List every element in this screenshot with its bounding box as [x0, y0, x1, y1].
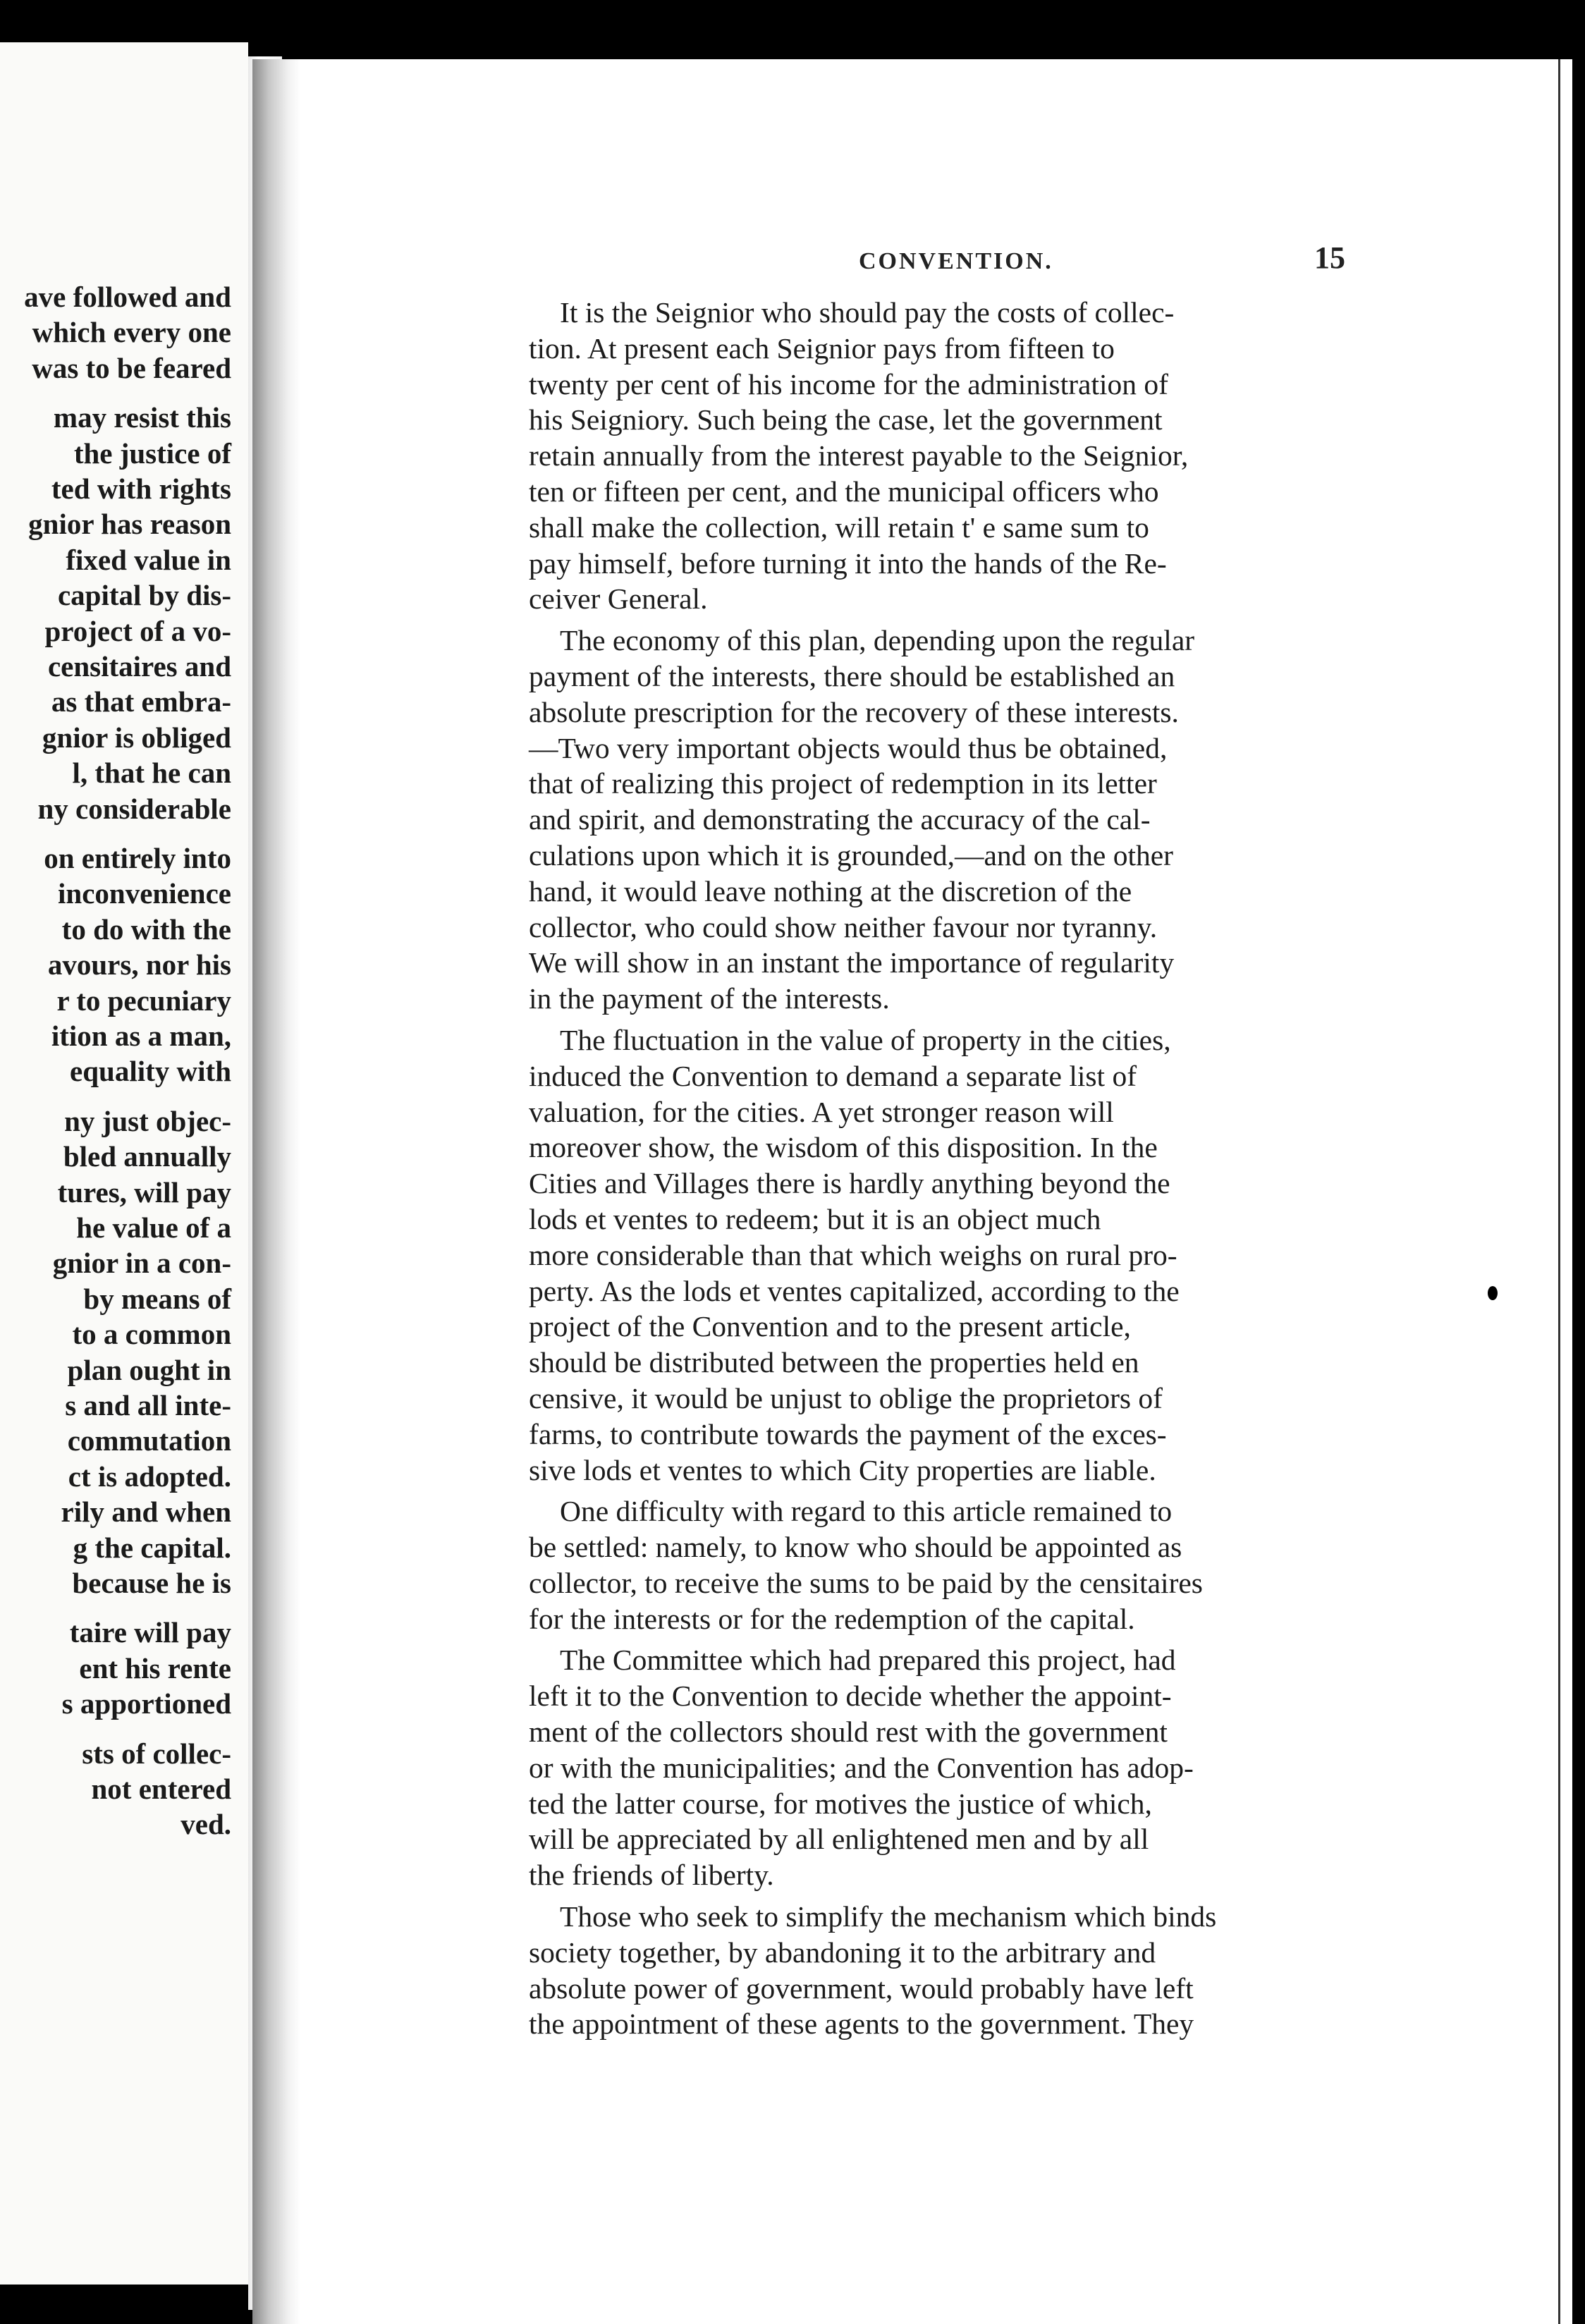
text-line: will be appreciated by all enlightened men and by all — [529, 1823, 1149, 1856]
left-page-line: taire will pay — [69, 1616, 231, 1649]
text-line: that of realizing this project of redemption in its letter — [529, 767, 1157, 800]
paragraph — [529, 1642, 1354, 1893]
text-line: absolute prescription for the recovery of these interests. — [529, 695, 1179, 728]
text-line: We will show in an instant the importance of regularity — [529, 946, 1175, 979]
text-line: in the payment of the interests. — [529, 982, 890, 1015]
paragraph — [529, 623, 1354, 1017]
left-page-line: g the capital. — [73, 1531, 231, 1564]
left-page-line: gnior in a con- — [52, 1247, 231, 1280]
text-line: The Committee which had prepared this project, had — [560, 1644, 1176, 1677]
text-line: tion. At present each Seignior pays from fifteen to — [529, 331, 1115, 365]
left-page-line: ent his rente — [79, 1651, 231, 1684]
text-line: more considerable than that which weighs on rural pro- — [529, 1238, 1177, 1271]
text-line: sive lods et ventes to which City properties are liable. — [529, 1453, 1156, 1486]
paragraph — [529, 295, 1354, 617]
right-page — [252, 59, 1572, 2324]
text-line: Cities and Villages there is hardly anything beyond the — [529, 1167, 1170, 1200]
left-page-line: which every one — [32, 316, 231, 349]
left-page-line: sts of collec- — [82, 1737, 231, 1770]
text-line: shall make the collection, will retain t' e same sum to — [529, 510, 1149, 544]
text-line: valuation, for the cities. A yet stronger reason will — [529, 1095, 1114, 1128]
left-page-line: avours, nor his — [47, 948, 231, 981]
left-page-line: ted with rights — [51, 472, 231, 505]
left-page-line: not entered — [91, 1773, 231, 1805]
text-line: the friends of liberty. — [529, 1859, 774, 1892]
text-line: or with the municipalities; and the Convention has adop- — [529, 1751, 1194, 1784]
text-line: hand, it would leave nothing at the discretion of the — [529, 874, 1132, 907]
left-page-line: r to pecuniary — [56, 984, 231, 1017]
left-page-line: ave followed and — [24, 281, 231, 313]
text-line: the appointment of these agents to the government. They — [529, 2007, 1194, 2041]
text-line: farms, to contribute towards the payment of the exces- — [529, 1417, 1167, 1450]
paragraph — [529, 1899, 1354, 2042]
scan-top-border — [0, 0, 1585, 42]
text-line: culations upon which it is grounded,—and on the other — [529, 838, 1173, 872]
ink-speck — [1488, 1286, 1498, 1300]
left-page-line: censitaires and — [47, 650, 231, 683]
text-line: lods et ventes to redeem; but it is an object much — [529, 1202, 1101, 1235]
left-page-line: gnior is obliged — [42, 721, 231, 754]
text-line: censive, it would be unjust to oblige the proprietors of — [529, 1381, 1163, 1414]
left-facing-page — [0, 42, 248, 2285]
paragraph-gap — [529, 1893, 1354, 1899]
text-line: ten or fifteen per cent, and the municipal officers who — [529, 475, 1159, 508]
text-line: ted the latter course, for motives the justice of which, — [529, 1787, 1152, 1820]
paragraph — [529, 1022, 1354, 1488]
text-line: payment of the interests, there should be established an — [529, 659, 1175, 692]
left-page-line: equality with — [70, 1055, 231, 1088]
left-page-line: commutation — [67, 1424, 231, 1457]
left-page-line: to a common — [72, 1318, 231, 1351]
left-page-line: s and all inte- — [65, 1389, 231, 1421]
text-line: collector, who could show neither favour nor tyranny. — [529, 910, 1158, 943]
text-line: for the interests or for the redemption of the capital. — [529, 1602, 1135, 1635]
text-line: project of the Convention and to the present article, — [529, 1310, 1131, 1343]
left-page-line: capital by dis- — [57, 579, 231, 612]
text-line: and spirit, and demonstrating the accuracy of the cal- — [529, 803, 1151, 836]
left-page-line: because he is — [72, 1567, 231, 1599]
running-head: CONVENTION. — [859, 248, 1053, 274]
paragraph-gap — [529, 617, 1354, 623]
left-page-line: he value of a — [76, 1211, 231, 1244]
text-line: The fluctuation in the value of property in the cities, — [560, 1023, 1171, 1056]
body-text — [529, 295, 1354, 2042]
text-line: It is the Seignior who should pay the costs of collec- — [560, 296, 1175, 329]
text-line: left it to the Convention to decide whether the appoint- — [529, 1680, 1172, 1713]
left-page-line: bled annually — [63, 1140, 231, 1173]
paragraph-gap — [529, 1488, 1354, 1493]
text-line: absolute power of government, would probably have left — [529, 1971, 1194, 2005]
text-line: society together, by abandoning it to the arbitrary and — [529, 1935, 1156, 1969]
left-page-line: to do with the — [61, 912, 231, 946]
left-page-line: rily and when — [61, 1496, 231, 1529]
left-page-line: project of a vo- — [44, 614, 231, 647]
page-number: 15 — [1314, 240, 1345, 275]
left-page-line: fixed value in — [66, 543, 231, 576]
text-line: retain annually from the interest payable to the Seignior, — [529, 439, 1189, 472]
text-line: ceiver General. — [529, 582, 708, 616]
left-page-line: l, that he can — [72, 757, 231, 790]
left-page-line: gnior has reason — [28, 508, 231, 541]
left-page-line: ct is adopted. — [68, 1460, 231, 1493]
left-page-line: ny considerable — [37, 792, 231, 825]
page-edge-line — [1558, 59, 1560, 2324]
text-line: perty. As the lods et ventes capitalized, according to the — [529, 1274, 1180, 1307]
text-line: One difficulty with regard to this article remained to — [560, 1495, 1173, 1528]
left-page-line: ny just objec- — [64, 1104, 231, 1137]
text-line: should be distributed between the properties held en — [529, 1346, 1139, 1379]
left-page-line: plan ought in — [67, 1353, 231, 1386]
left-page-line: ition as a man, — [51, 1020, 231, 1052]
left-page-line: tures, will pay — [57, 1175, 231, 1209]
text-line: collector, to receive the sums to be paid by the censitaires — [529, 1566, 1203, 1599]
left-page-line: may resist this — [53, 401, 231, 434]
text-line: pay himself, before turning it into the hands of the Re- — [529, 546, 1167, 580]
left-page-line: was to be feared — [32, 351, 231, 384]
paragraph — [529, 1493, 1354, 1637]
left-page-line: the justice of — [73, 436, 231, 470]
left-page-line: on entirely into — [44, 842, 231, 874]
text-line: ment of the collectors should rest with the government — [529, 1716, 1168, 1749]
text-line: Those who seek to simplify the mechanism which binds — [560, 1900, 1217, 1933]
left-page-line: ved. — [180, 1808, 231, 1841]
text-line: be settled: namely, to know who should be appointed as — [529, 1531, 1182, 1564]
text-line: induced the Convention to demand a separate list of — [529, 1059, 1137, 1092]
left-page-line: s apportioned — [61, 1687, 231, 1720]
left-page-line: by means of — [83, 1282, 231, 1315]
text-line: —Two very important objects would thus be obtained, — [529, 731, 1168, 764]
paragraph-gap — [529, 1017, 1354, 1022]
text-line: The economy of this plan, depending upon the regular — [560, 624, 1195, 657]
paragraph-gap — [529, 1637, 1354, 1642]
text-line: moreover show, the wisdom of this disposition. In the — [529, 1131, 1158, 1164]
text-line: his Seigniory. Such being the case, let the government — [529, 403, 1163, 436]
left-page-line: inconvenience — [58, 877, 231, 910]
text-line: twenty per cent of his income for the administration of — [529, 367, 1168, 400]
gutter-shadow — [252, 59, 300, 2324]
left-page-line: as that embra- — [51, 685, 231, 718]
